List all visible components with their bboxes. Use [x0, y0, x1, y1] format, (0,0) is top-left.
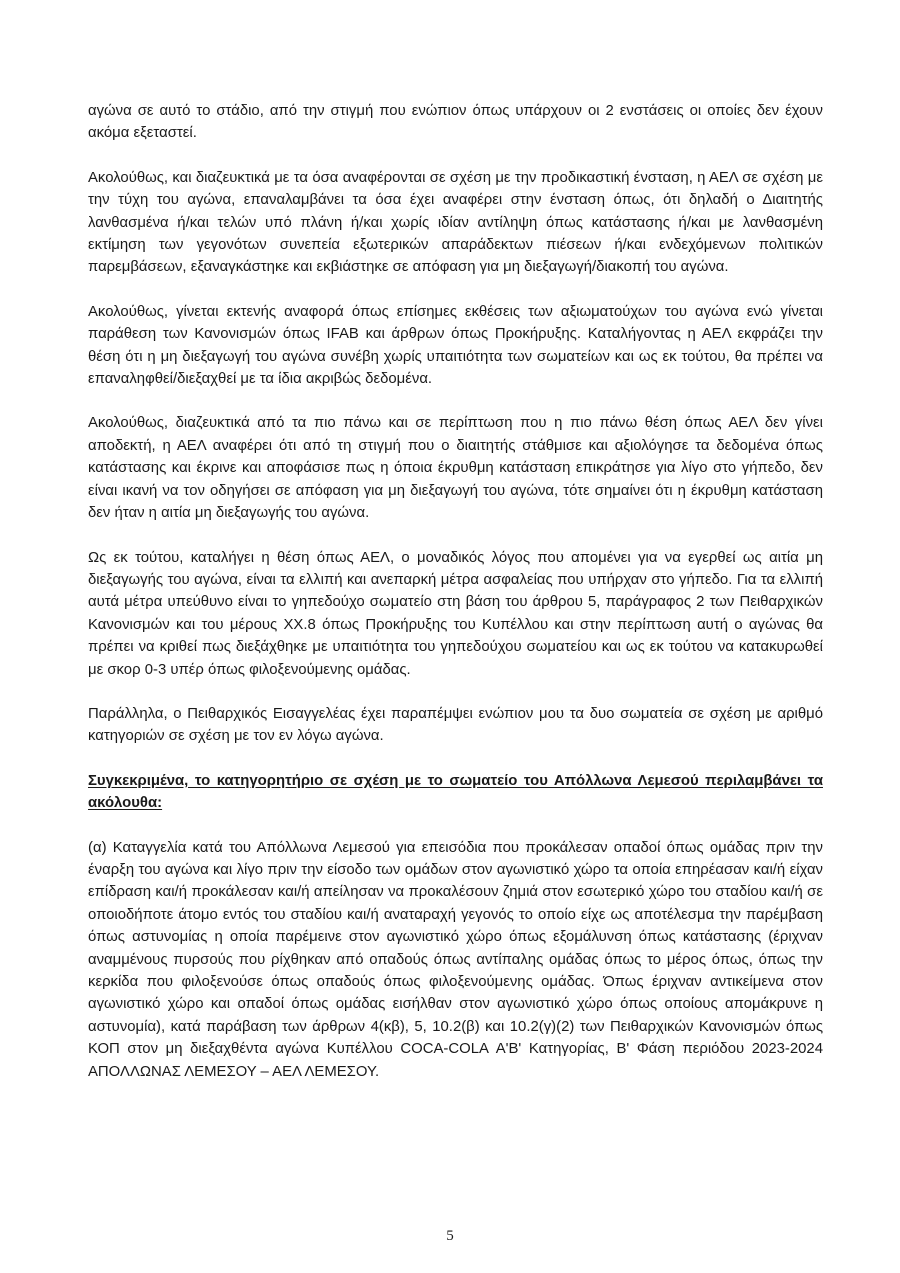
charge-a-paragraph: (α) Καταγγελία κατά του Απόλλωνα Λεμεσού για επεισόδια που προκάλεσαν οπαδοί όπως ομάδας πριν την έναρξη του αγώνα και λίγο πριν την είσοδο των ομάδων στον αγωνιστικό χώρο τα οποία επηρέασαν και/ή είχαν επίδραση και/ή προκάλεσαν και/ή απείλησαν να προκαλέσουν ζημιά στον εσωτερικό χώρο του σταδίου και/ή σε οποιοδήποτε άτομο εντός του σταδίου και/ή αναταραχή γεγονός το οποίο είχε ως αποτέλεσμα την παρέμβαση όπως αστυνομίας η οποία παρέμεινε στον αγωνιστικό χώρο όπως εξομάλυνση όπως κατάστασης (έριχναν αναμμένους πυρσούς που ρίχθηκαν από οπαδούς όπως αντίπαλης ομάδας όπως το μέρος όπως, όπως την κερκίδα που φιλοξενούσε όπως οπαδούς όπως φιλοξενούμενης ομάδας. Όπως έριχναν αντικείμενα στον αγωνιστικό χώρο και οπαδοί όπως ομάδας εισήλθαν στον αγωνιστικό χώρο όπως οποίους απομάκρυνε η αστυνομία), κατά παράβαση των άρθρων 4(κβ), 5, 10.2(β) και 10.2(γ)(2) των Πειθαρχικών Κανονισμών όπως ΚΟΠ στον μη διεξαχθέντα αγώνα Κυπέλλου COCA-COLA Α'Β' Κατηγορίας, Β' Φάση περιόδου 2023-2024 ΑΠΟΛΛΩΝΑΣ ΛΕΜΕΣΟΥ – ΑΕΛ ΛΕΜΕΣΟΥ. [88, 839, 823, 1080]
paragraph-referee-assessment: Ακολούθως, διαζευκτικά από τα πιο πάνω και σε περίπτωση που η πιο πάνω θέση όπως ΑΕΛ δεν γίνει αποδεκτή, η ΑΕΛ αναφέρει ότι από τη στιγμή που ο διαιτητής στάθμισε και αξιολόγησε τα δεδομένα όπως κατάστασης και έκρινε και αποφάσισε πως η όποια έκρυθμη κατάσταση επικράτησε για λίγο στο γήπεδο, δεν είναι ικανή να τον οδηγήσει σε απόφαση για μη διεξαγωγή του αγώνα, τότε σημαίνει ότι η έκρυθμη κατάσταση δεν ήταν η αιτία μη διεξαγωγής του αγώνα. [88, 415, 823, 522]
paragraph-ael-alternative-argument: Ακολούθως, και διαζευκτικά με τα όσα αναφέρονται σε σχέση με την προδικαστική ένσταση, η ΑΕΛ σε σχέση με την τύχη του αγώνα, επαναλαμβάνει τα όσα έχει αναφέρει στην ένσταση όπως, ότι δηλαδή ο Διαιτητής λανθασμένα ή/και τελών υπό πλάνη ή/και χωρίς ιδίαν αντίληψη όπως κατάστασης ή/και με λανθασμένη εκτίμηση των γεγονότων συνεπεία εξωτερικών απαράδεκτων πιέσεων ή/και ενδεχόμενων πολιτικών παρεμβάσεων, εξαναγκάστηκε και εκβιάστηκε σε απόφαση για μη διεξαγωγή/διακοπή του αγώνα. [88, 169, 823, 276]
charges-heading: Συγκεκριμένα, το κατηγορητήριο σε σχέση με το σωματείο του Απόλλωνα Λεμεσού περιλαμβάνει τα ακόλουθα: [88, 772, 823, 812]
page-number: 5 [446, 1228, 454, 1244]
paragraph-security-measures: Ως εκ τούτου, καταλήγει η θέση όπως ΑΕΛ, ο μοναδικός λόγος που απομένει για να εγερθεί ως αιτία μη διεξαγωγής του αγώνα, είναι τα ελλιπή και ανεπαρκή μέτρα ασφαλείας που υπήρχαν στο γήπεδο. Για τα ελλιπή αυτά μέτρα υπεύθυνο είναι το γηπεδούχο σωματείο στη βάση του άρθρου 5, παράγραφος 2 των Πειθαρχικών Κανονισμών και του μέρους ΧΧ.8 όπως Προκήρυξης του Κυπέλλου και στην περίπτωση αυτή ο αγώνας θα πρέπει να κριθεί πως διεξάχθηκε με υπαιτιότητα του γηπεδούχου σωματείου και ως εκ τούτου να κατακυρωθεί με σκορ 0-3 υπέρ όπως φιλοξενούμενης ομάδας. [88, 549, 823, 678]
paragraph-continuation: αγώνα σε αυτό το στάδιο, από την στιγμή που ενώπιον όπως υπάρχουν οι 2 ενστάσεις οι οποίες δεν έχουν ακόμα εξεταστεί. [88, 103, 823, 142]
document-body [88, 100, 823, 1105]
paragraph-official-reports: Ακολούθως, γίνεται εκτενής αναφορά όπως επίσημες εκθέσεις των αξιωματούχων του αγώνα ενώ γίνεται παράθεση των Κανονισμών όπως IFAB και άρθρων όπως Προκήρυξης. Καταλήγοντας η ΑΕΛ εκφράζει την θέση ότι η μη διεξαγωγή του αγώνα συνέβη χωρίς υπαιτιότητα των σωματείων και ως εκ τούτου, θα πρέπει να επαναληφθεί/διεξαχθεί με τα ίδια ακριβώς δεδομένα. [88, 303, 823, 388]
paragraph-prosecutor-referral: Παράλληλα, ο Πειθαρχικός Εισαγγελέας έχει παραπέμψει ενώπιον μου τα δυο σωματεία σε σχέση με αριθμό κατηγοριών σε σχέση με τον εν λόγω αγώνα. [88, 705, 823, 745]
